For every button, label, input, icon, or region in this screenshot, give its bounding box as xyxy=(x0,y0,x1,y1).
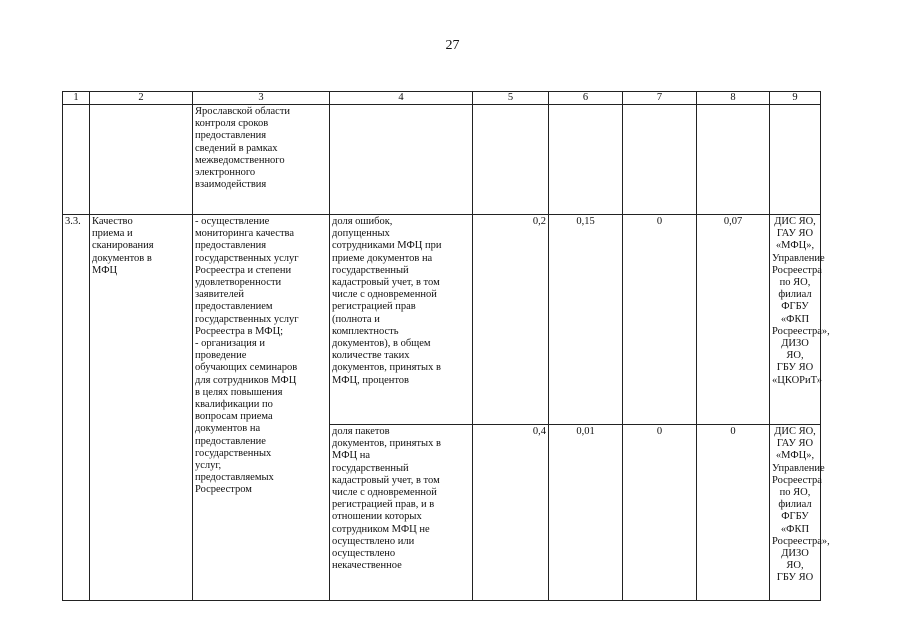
indicator-value-cell: 0 xyxy=(623,425,697,601)
table-row-continuation xyxy=(63,105,821,215)
indicator-text-cell: доля ошибок, допущенных сотрудниками МФЦ при приеме документов на государственный кадастровый учет, в том числе с одновременной регистрацией прав (полнота и комплектность документов), в общем количестве таких документов, принятых в МФЦ, процентов xyxy=(330,215,473,425)
indicator-value-cell: 0,2 xyxy=(473,215,549,425)
column-header: 5 xyxy=(473,92,549,105)
table-cell: Ярославской области контроля сроков предоставления сведений в рамках межведомственного электронного взаимодействия xyxy=(193,105,330,215)
column-header: 1 xyxy=(63,92,90,105)
responsible-cell: ДИС ЯО, ГАУ ЯО «МФЦ», Управление Росреестра по ЯО, филиал ФГБУ «ФКП Росреестра», ДИЗО ЯО, ГБУ ЯО xyxy=(770,425,821,601)
indicator-value-cell: 0 xyxy=(623,215,697,425)
header-row xyxy=(63,92,821,105)
table-cell xyxy=(623,105,697,215)
table-cell xyxy=(90,105,193,215)
row-number-cell: 3.3. xyxy=(63,215,90,601)
column-header: 6 xyxy=(549,92,623,105)
table-cell xyxy=(473,105,549,215)
table-cell xyxy=(63,105,90,215)
table-row-3-3 xyxy=(63,215,821,425)
responsible-cell: ДИС ЯО, ГАУ ЯО «МФЦ», Управление Росреестра по ЯО, филиал ФГБУ «ФКП Росреестра», ДИЗО ЯО, ГБУ ЯО «ЦКОРиТ» xyxy=(770,215,821,425)
indicator-text-cell: доля пакетов документов, принятых в МФЦ на государственный кадастровый учет, в том числе с одновременной регистрацией прав, и в отношении которых сотрудником МФЦ не осуществлено или осуществлено некачественное xyxy=(330,425,473,601)
indicator-value-cell: 0,07 xyxy=(697,215,770,425)
column-header: 8 xyxy=(697,92,770,105)
page-number: 27 xyxy=(445,38,460,53)
column-header: 9 xyxy=(770,92,821,105)
indicator-value-cell: 0,4 xyxy=(473,425,549,601)
column-header: 7 xyxy=(623,92,697,105)
table-cell xyxy=(697,105,770,215)
plan-table xyxy=(62,91,830,601)
task-name-cell: Качество приема и сканирования документов в МФЦ xyxy=(90,215,193,601)
indicator-value-cell: 0 xyxy=(697,425,770,601)
measures-cell: - осуществление мониторинга качества предоставления государственных услуг Росреестра и степени удовлетворенности заявителей предоставлением государственных услуг Росреестра в МФЦ; - организация и проведение обучающих семинаров для сотрудников МФЦ в целях повышения квалификации по вопросам приема документов на предоставление государственных услуг, предоставляемых Росреестром xyxy=(193,215,330,601)
column-header: 3 xyxy=(193,92,330,105)
table-cell xyxy=(330,105,473,215)
column-header: 4 xyxy=(330,92,473,105)
column-header: 2 xyxy=(90,92,193,105)
table-cell xyxy=(770,105,821,215)
table-cell xyxy=(549,105,623,215)
indicator-value-cell: 0,01 xyxy=(549,425,623,601)
indicator-value-cell: 0,15 xyxy=(549,215,623,425)
